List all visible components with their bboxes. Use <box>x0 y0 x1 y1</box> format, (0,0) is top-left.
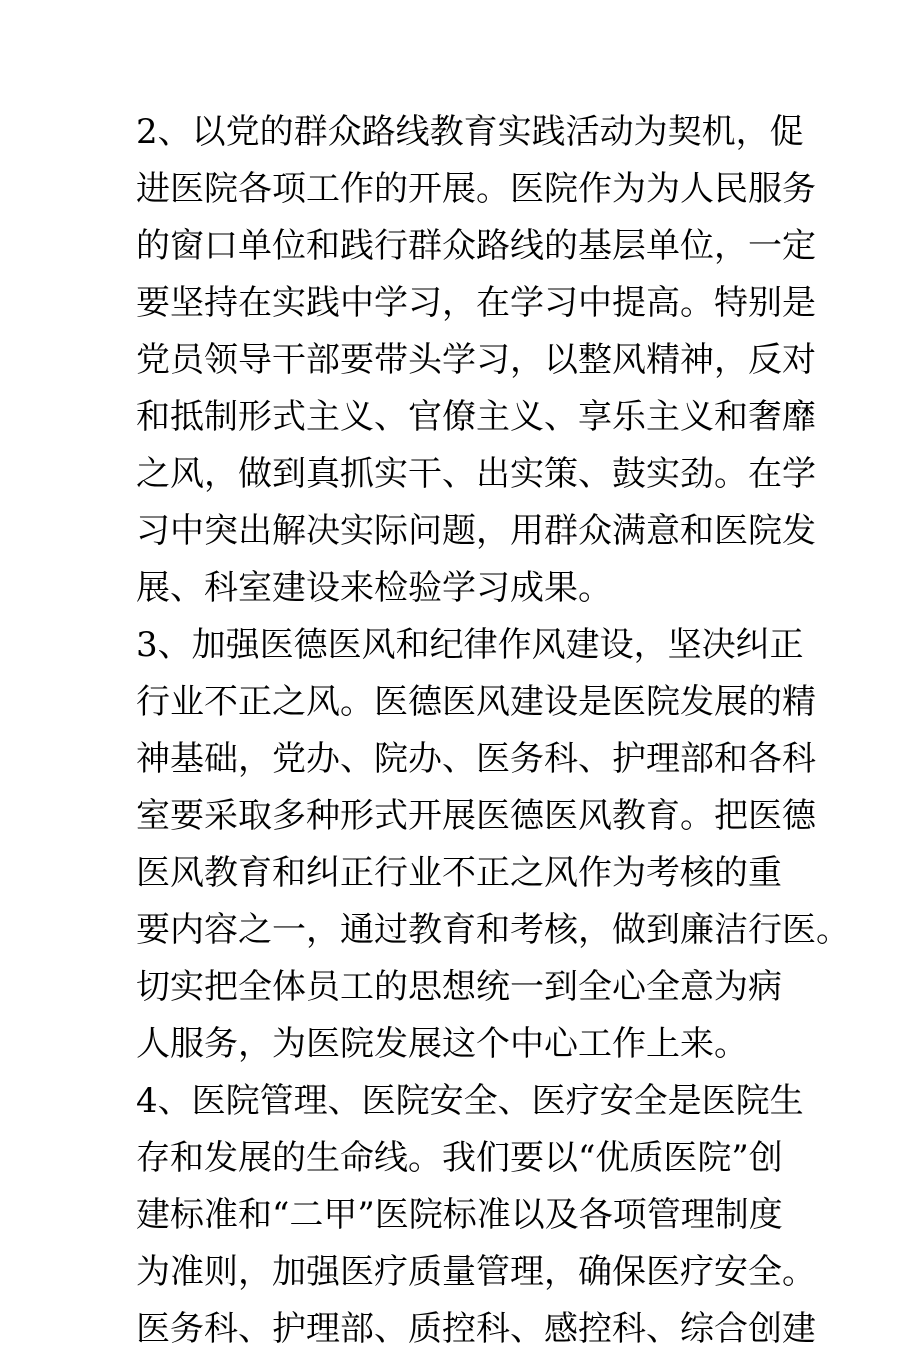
text-line: 习中突出解决实际问题，用群众满意和医院发 <box>136 511 816 551</box>
text-line: 建标准和“二甲”医院标准以及各项管理制度 <box>136 1195 783 1235</box>
text-line: 要坚持在实践中学习，在学习中提高。特别是 <box>136 283 816 323</box>
text-line: 人服务，为医院发展这个中心工作上来。 <box>136 1024 748 1064</box>
text-line: 2、以党的群众路线教育实践活动为契机，促 <box>136 112 804 152</box>
text-line: 和抵制形式主义、官僚主义、享乐主义和奢靡 <box>136 397 816 437</box>
text-line: 为准则，加强医疗质量管理，确保医疗安全。 <box>136 1252 816 1292</box>
text-line: 医风教育和纠正行业不正之风作为考核的重 <box>136 853 782 893</box>
text-line: 存和发展的生命线。我们要以“优质医院”创 <box>136 1138 783 1178</box>
text-line: 4、医院管理、医院安全、医疗安全是医院生 <box>136 1081 804 1121</box>
text-line: 医务科、护理部、质控科、感控科、综合创建 <box>136 1309 816 1349</box>
text-line: 切实把全体员工的思想统一到全心全意为病 <box>136 967 782 1007</box>
text-line: 进医院各项工作的开展。医院作为为人民服务 <box>136 169 816 209</box>
text-line: 之风，做到真抓实干、出实策、鼓实劲。在学 <box>136 454 816 494</box>
text-line: 要内容之一，通过教育和考核，做到廉洁行医。 <box>136 910 850 950</box>
text-line: 室要采取多种形式开展医德医风教育。把医德 <box>136 796 816 836</box>
text-line: 3、加强医德医风和纪律作风建设，坚决纠正 <box>136 625 804 665</box>
body-text <box>136 104 850 1358</box>
text-line: 党员领导干部要带头学习，以整风精神，反对 <box>136 340 816 380</box>
text-line: 展、科室建设来检验学习成果。 <box>136 568 612 608</box>
text-line: 神基础，党办、院办、医务科、护理部和各科 <box>136 739 816 779</box>
text-line: 的窗口单位和践行群众路线的基层单位，一定 <box>136 226 816 266</box>
text-line: 行业不正之风。医德医风建设是医院发展的精 <box>136 682 816 722</box>
